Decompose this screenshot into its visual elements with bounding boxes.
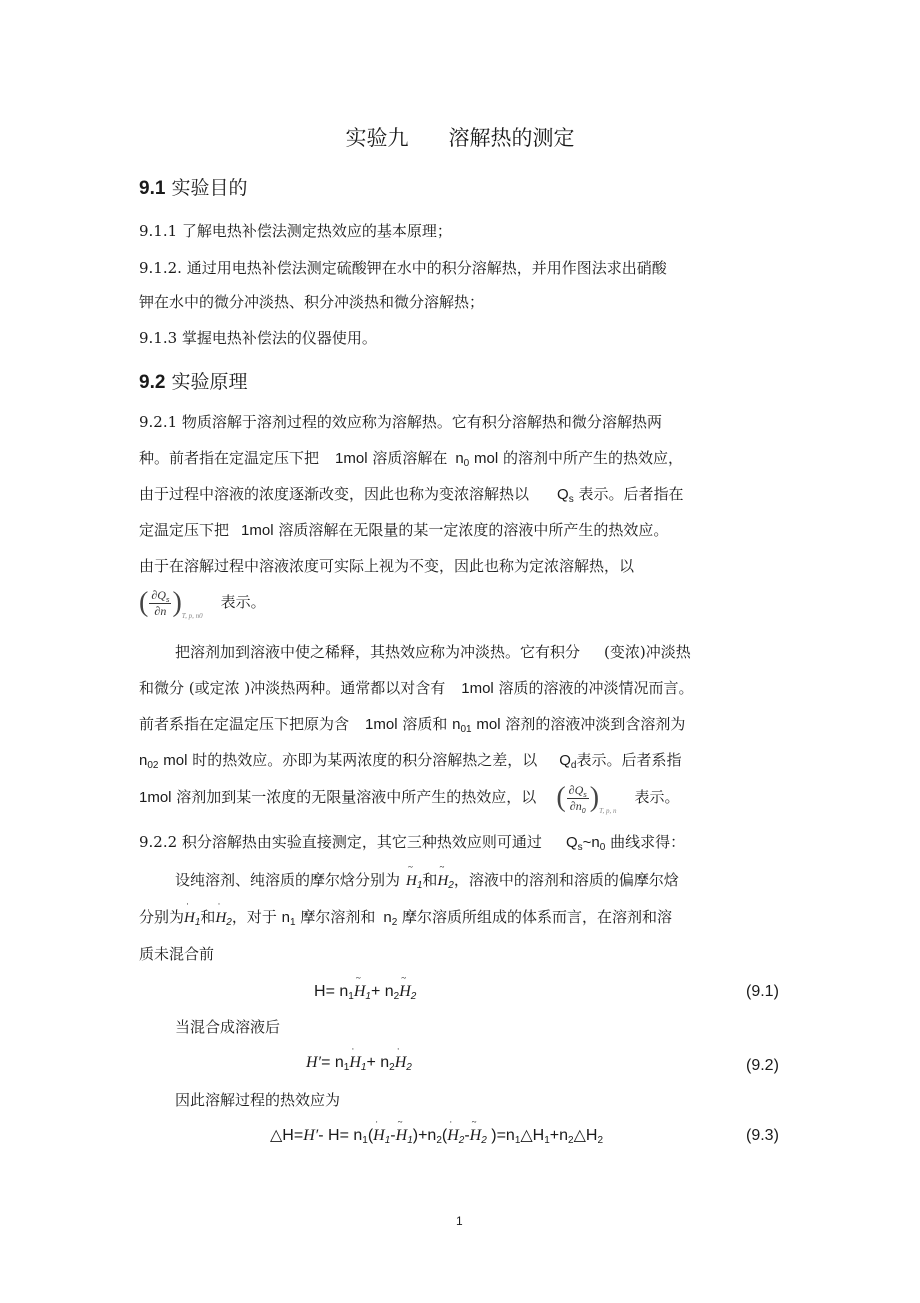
text: - (464, 1127, 470, 1144)
text: + n (370, 983, 394, 1000)
accent: ~ (397, 1117, 403, 1127)
goal-2-line-2: 钾在水中的微分冲淡热、积分冲淡热和微分溶解热； (139, 293, 485, 311)
partial-molar-enthalpy-solvent (349, 1044, 367, 1073)
text: ~n (582, 834, 600, 851)
text: 曲线求得： (610, 833, 686, 851)
symbol: H (437, 873, 449, 889)
accent: ~ (471, 1117, 477, 1127)
para-dilution-line-1 (175, 642, 691, 664)
subscript: 2 (597, 1135, 604, 1146)
subscript: 1 (362, 1135, 368, 1146)
text: △H (573, 1127, 598, 1144)
subscript: 2 (436, 1135, 442, 1146)
subscript: 2 (406, 1062, 412, 1073)
text: ，溶液中的溶剂和溶质的偏摩尔焓 (453, 871, 679, 889)
text: 和 (422, 871, 438, 889)
subscript: 01 (460, 724, 472, 735)
text: 和 (200, 908, 216, 926)
subscript: 1 (194, 917, 201, 928)
text: n (281, 909, 290, 926)
text: 9.2.2 积分溶解热由实验直接测定，其它三种热效应则可通过 (139, 833, 542, 851)
denominator: ∂n (154, 603, 167, 618)
subscript: 1 (360, 1062, 367, 1073)
text: mol (163, 752, 188, 769)
para-921-line-5: 由于在溶解过程中溶液浓度可实际上视为不变，因此也称为定浓溶解热，以 (139, 557, 635, 575)
section-number: 9.1 (139, 178, 166, 199)
accent: · (186, 899, 190, 909)
subscript: 1 (416, 880, 423, 891)
paren-left: ( (556, 782, 566, 813)
subscript: 1 (348, 991, 354, 1002)
subscript: 2 (448, 880, 454, 891)
text: 1mol (241, 522, 274, 539)
text: ，对于 (231, 908, 277, 926)
subscript: 1 (365, 991, 371, 1002)
denominator: ∂n (569, 798, 582, 813)
text: 和微分 (或定浓 )冲淡热两种。通常都以对含有 (139, 679, 446, 697)
derivative-subscript: T, p, n0 (181, 612, 203, 620)
subscript: s (583, 791, 587, 799)
text: 设纯溶剂、纯溶质的摩尔焓分别为 (175, 871, 401, 889)
equation-9-1 (314, 973, 417, 1002)
subscript: 1 (407, 1135, 413, 1146)
symbol: H (447, 1127, 459, 1144)
section-label: 实验目的 (171, 177, 248, 199)
symbol: H (349, 1054, 361, 1071)
partial-molar-enthalpy-solvent (373, 1117, 391, 1146)
text: 溶剂加到某一浓度的无限量溶液中所产生的热效应，以 (176, 788, 537, 806)
equation-number: (9.3) (746, 1127, 779, 1144)
accent: ~ (408, 862, 413, 872)
symbol: H (399, 983, 411, 1000)
molar-enthalpy-solute (437, 862, 454, 891)
text: 由于过程中溶液的浓度逐渐改变，因此也称为变浓溶解热以 (139, 485, 530, 503)
text: +n (549, 1127, 569, 1144)
accent: · (351, 1044, 355, 1054)
subscript: 2 (391, 917, 398, 928)
text: 表示。 (220, 593, 266, 611)
text: 把溶剂加到溶液中使之稀释，其热效应称为冲淡热。它有积分 (175, 643, 581, 661)
text: H′ (306, 1054, 322, 1071)
accent: · (396, 1044, 400, 1054)
subscript: s (568, 494, 574, 505)
symbol: H (406, 873, 417, 889)
text: 溶剂的溶液冲淡到含溶剂为 (505, 715, 686, 733)
text: 定温定压下把 (139, 521, 230, 539)
text: mol (474, 450, 499, 467)
section-heading-9-1 (139, 175, 247, 202)
text: 摩尔溶质所组成的体系而言，在溶剂和溶 (402, 908, 673, 926)
symbol: H (394, 1054, 407, 1071)
text: + n (366, 1054, 390, 1071)
subscript: 2 (410, 991, 417, 1002)
subscript: 1 (514, 1135, 521, 1146)
text: 1mol (335, 450, 368, 467)
accent: · (449, 1117, 453, 1127)
molar-enthalpy-solvent (395, 1117, 413, 1146)
partial-molar-enthalpy-solvent (184, 899, 201, 928)
subscript: s (165, 596, 170, 604)
subscript: s (577, 842, 583, 853)
symbol: H (353, 983, 366, 1000)
subscript: 2 (389, 1062, 395, 1073)
text: (变浓)冲淡热 (604, 643, 691, 661)
text: 的溶剂中所产生的热效应， (502, 449, 683, 467)
text: 1mol (461, 680, 494, 697)
page-number: 1 (456, 1214, 463, 1228)
subscript: 2 (568, 1135, 574, 1146)
subscript: 0 (581, 807, 586, 815)
text: 溶质的溶液的冲淡情况而言。 (498, 679, 694, 697)
subscript: 0 (463, 458, 470, 469)
section-number: 9.2 (139, 372, 166, 393)
title-part-2: 溶解热的测定 (448, 126, 575, 150)
symbol: H (215, 910, 227, 926)
subscript: 2 (393, 991, 400, 1002)
subscript: 0 (599, 842, 606, 853)
para-921-line-2 (139, 448, 683, 470)
partial-derivative-formula (556, 781, 616, 815)
paren-right: ) (589, 782, 600, 813)
subscript: d (570, 760, 577, 771)
subscript: 02 (147, 760, 159, 771)
accent: · (375, 1117, 379, 1127)
molar-enthalpy-solute (399, 973, 417, 1002)
text: 分别为 (139, 908, 185, 926)
text: )+n (412, 1127, 437, 1144)
para-dilution-line-4 (139, 750, 681, 772)
text: 溶质和 (402, 715, 448, 733)
partial-derivative-formula (139, 586, 203, 620)
text: 溶质溶解在 (372, 449, 448, 467)
equation-number: (9.2) (746, 1057, 779, 1074)
derivative-subscript: T, p, n (599, 807, 617, 815)
equation-9-3 (270, 1117, 604, 1146)
subscript: 1 (544, 1135, 550, 1146)
partial-molar-enthalpy-solute (215, 899, 232, 928)
symbol: H (184, 910, 195, 926)
molar-enthalpy-solvent (353, 973, 371, 1002)
text: △H (520, 1127, 545, 1144)
symbol: H (395, 1127, 408, 1144)
text: Q (559, 752, 571, 769)
partial-molar-enthalpy-solute (447, 1117, 465, 1146)
goal-3: 9.1.3 掌握电热补偿法的仪器使用。 (139, 329, 377, 347)
text: n (139, 752, 148, 769)
para-922-line-3 (139, 899, 673, 929)
symbol: H (373, 1127, 385, 1144)
equation-number: (9.1) (746, 983, 779, 1000)
text: H′ (303, 1127, 319, 1144)
text: 表示。后者系指 (576, 751, 682, 769)
para-dilution-line-5 (139, 780, 679, 820)
para-921-line-1: 9.2.1 物质溶解于溶剂过程的效应称为溶解热。它有积分溶解热和微分溶解热两 (139, 413, 662, 431)
para-922-line-2 (175, 862, 679, 892)
text: Q (557, 486, 569, 503)
title-part-1: 实验九 (345, 126, 409, 150)
partial-molar-enthalpy-solute (394, 1044, 412, 1073)
para-921-line-6 (139, 586, 266, 626)
para-922-line-4: 质未混合前 (139, 945, 215, 963)
para-dilution-line-3 (139, 714, 685, 736)
text: 表示。 (634, 788, 680, 806)
text: n (455, 450, 464, 467)
paren-left: ( (139, 587, 149, 618)
subscript: 1 (384, 1135, 391, 1146)
accent: ~ (355, 973, 361, 983)
text: 表示。后者指在 (578, 485, 684, 503)
text: 摩尔溶剂和 (300, 908, 376, 926)
text: 1mol (365, 716, 398, 733)
document-title (0, 124, 920, 152)
text: Q (565, 834, 578, 851)
equation-9-2 (306, 1044, 412, 1073)
text: 时的热效应。亦即为某两浓度的积分溶解热之差，以 (192, 751, 538, 769)
para-921-line-3 (139, 484, 683, 506)
text: ( (367, 1127, 374, 1144)
text: = n (325, 983, 349, 1000)
molar-enthalpy-solute (469, 1117, 487, 1146)
section-label: 实验原理 (171, 371, 248, 393)
symbol: H (469, 1127, 482, 1144)
subscript: 2 (481, 1135, 487, 1146)
text: n (452, 716, 461, 733)
text: 1mol (139, 789, 172, 806)
para-922-after-2: 因此溶解过程的热效应为 (175, 1091, 341, 1109)
subscript: 1 (289, 917, 296, 928)
subscript: 2 (458, 1135, 465, 1146)
text: )=n (486, 1127, 515, 1144)
text: n (383, 909, 392, 926)
text: 种。前者指在定温定压下把 (139, 449, 320, 467)
text: - (390, 1127, 396, 1144)
accent: ~ (439, 862, 445, 872)
numerator: ∂Q (568, 782, 584, 797)
subscript: 1 (343, 1062, 350, 1073)
text: H (314, 983, 326, 1000)
goal-1: 9.1.1 了解电热补偿法测定热效应的基本原理； (139, 222, 452, 240)
text: ( (441, 1127, 448, 1144)
text: = n (321, 1054, 344, 1071)
para-922-after-1: 当混合成溶液后 (175, 1018, 281, 1036)
text: mol (476, 716, 501, 733)
paren-right: ) (172, 587, 182, 618)
goal-2-line-1: 9.1.2. 通过用电热补偿法测定硫酸钾在水中的积分溶解热，并用作图法求出硝酸 (139, 259, 667, 277)
text: - H= n (318, 1127, 363, 1144)
para-922-line-1 (139, 832, 685, 854)
section-heading-9-2 (139, 369, 247, 396)
subscript: 2 (226, 917, 232, 928)
para-921-line-4 (139, 520, 668, 542)
text: △H= (270, 1127, 304, 1144)
molar-enthalpy-solvent (406, 862, 423, 891)
text: 溶质溶解在无限量的某一定浓度的溶液中所产生的热效应。 (278, 521, 669, 539)
para-dilution-line-2 (139, 678, 694, 700)
numerator: ∂Q (151, 587, 166, 602)
accent: ~ (401, 973, 407, 983)
text: 前者系指在定温定压下把原为含 (139, 715, 350, 733)
accent: · (217, 899, 221, 909)
